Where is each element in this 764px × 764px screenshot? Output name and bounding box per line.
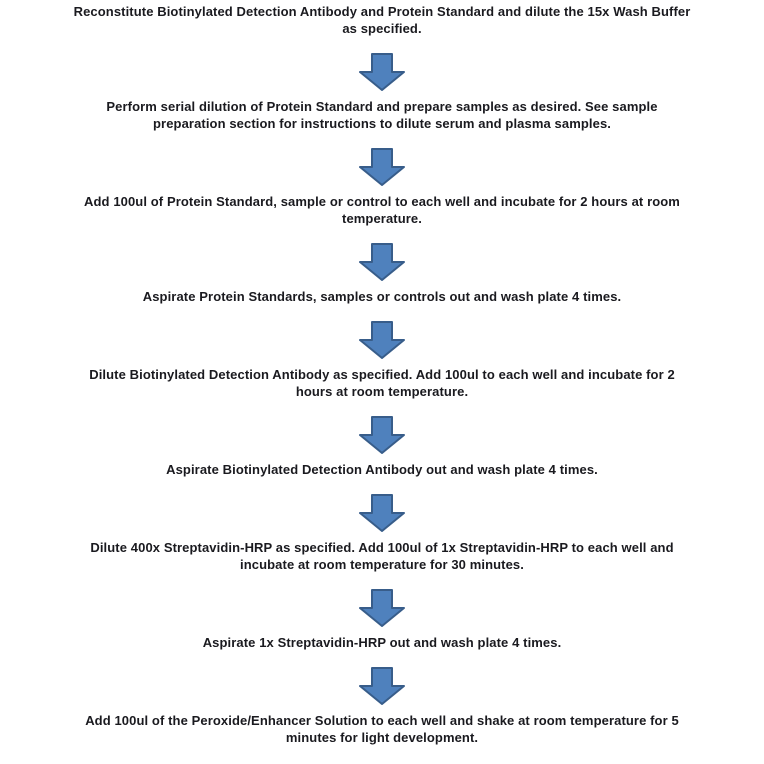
- step-1-line-1: Reconstitute Biotinylated Detection Antibody and Protein Standard and dilute the 15x Wash Buffer: [73, 4, 691, 19]
- down-arrow-icon: [359, 321, 405, 359]
- step-5-line-1: Dilute Biotinylated Detection Antibody as specified. Add 100ul to each well and incubate for 2: [89, 367, 675, 382]
- step-3-line-2: temperature.: [342, 211, 422, 226]
- down-arrow-icon: [359, 589, 405, 627]
- step-5: [0, 366, 764, 400]
- step-2-line-2: preparation section for instructions to dilute serum and plasma samples.: [153, 116, 611, 131]
- down-arrow-shape: [360, 149, 404, 185]
- step-9-line-1: Add 100ul of the Peroxide/Enhancer Solution to each well and shake at room temperature for 5: [85, 713, 679, 728]
- down-arrow-icon: [359, 53, 405, 91]
- down-arrow-shape: [360, 590, 404, 626]
- step-1-line-2: as specified.: [342, 21, 422, 36]
- step-8: [0, 634, 764, 651]
- step-1: [0, 3, 764, 37]
- down-arrow-icon: [359, 416, 405, 454]
- step-7-line-2: incubate at room temperature for 30 minutes.: [240, 557, 524, 572]
- down-arrow-shape: [360, 54, 404, 90]
- step-5-line-2: hours at room temperature.: [295, 384, 469, 399]
- down-arrow-shape: [360, 668, 404, 704]
- step-7-line-1: Dilute 400x Streptavidin-HRP as specified. Add 100ul of 1x Streptavidin-HRP to each well and: [90, 540, 674, 555]
- step-6-line-1: Aspirate Biotinylated Detection Antibody out and wash plate 4 times.: [166, 462, 598, 477]
- down-arrow-icon: [359, 243, 405, 281]
- step-3: [0, 193, 764, 227]
- step-6: [0, 461, 764, 478]
- step-4: [0, 288, 764, 305]
- step-8-line-1: Aspirate 1x Streptavidin-HRP out and wash plate 4 times.: [202, 635, 562, 650]
- step-9: [0, 712, 764, 746]
- down-arrow-icon: [359, 148, 405, 186]
- step-7: [0, 539, 764, 573]
- step-3-line-1: Add 100ul of Protein Standard, sample or control to each well and incubate for 2 hours at room: [84, 194, 680, 209]
- step-4-line-1: Aspirate Protein Standards, samples or controls out and wash plate 4 times.: [142, 289, 622, 304]
- down-arrow-icon: [359, 667, 405, 705]
- step-2-line-1: Perform serial dilution of Protein Standard and prepare samples as desired. See sample: [106, 99, 658, 114]
- down-arrow-shape: [360, 495, 404, 531]
- down-arrow-shape: [360, 244, 404, 280]
- step-9-line-2: minutes for light development.: [285, 730, 479, 745]
- down-arrow-icon: [359, 494, 405, 532]
- step-2: [0, 98, 764, 132]
- down-arrow-shape: [360, 322, 404, 358]
- down-arrow-shape: [360, 417, 404, 453]
